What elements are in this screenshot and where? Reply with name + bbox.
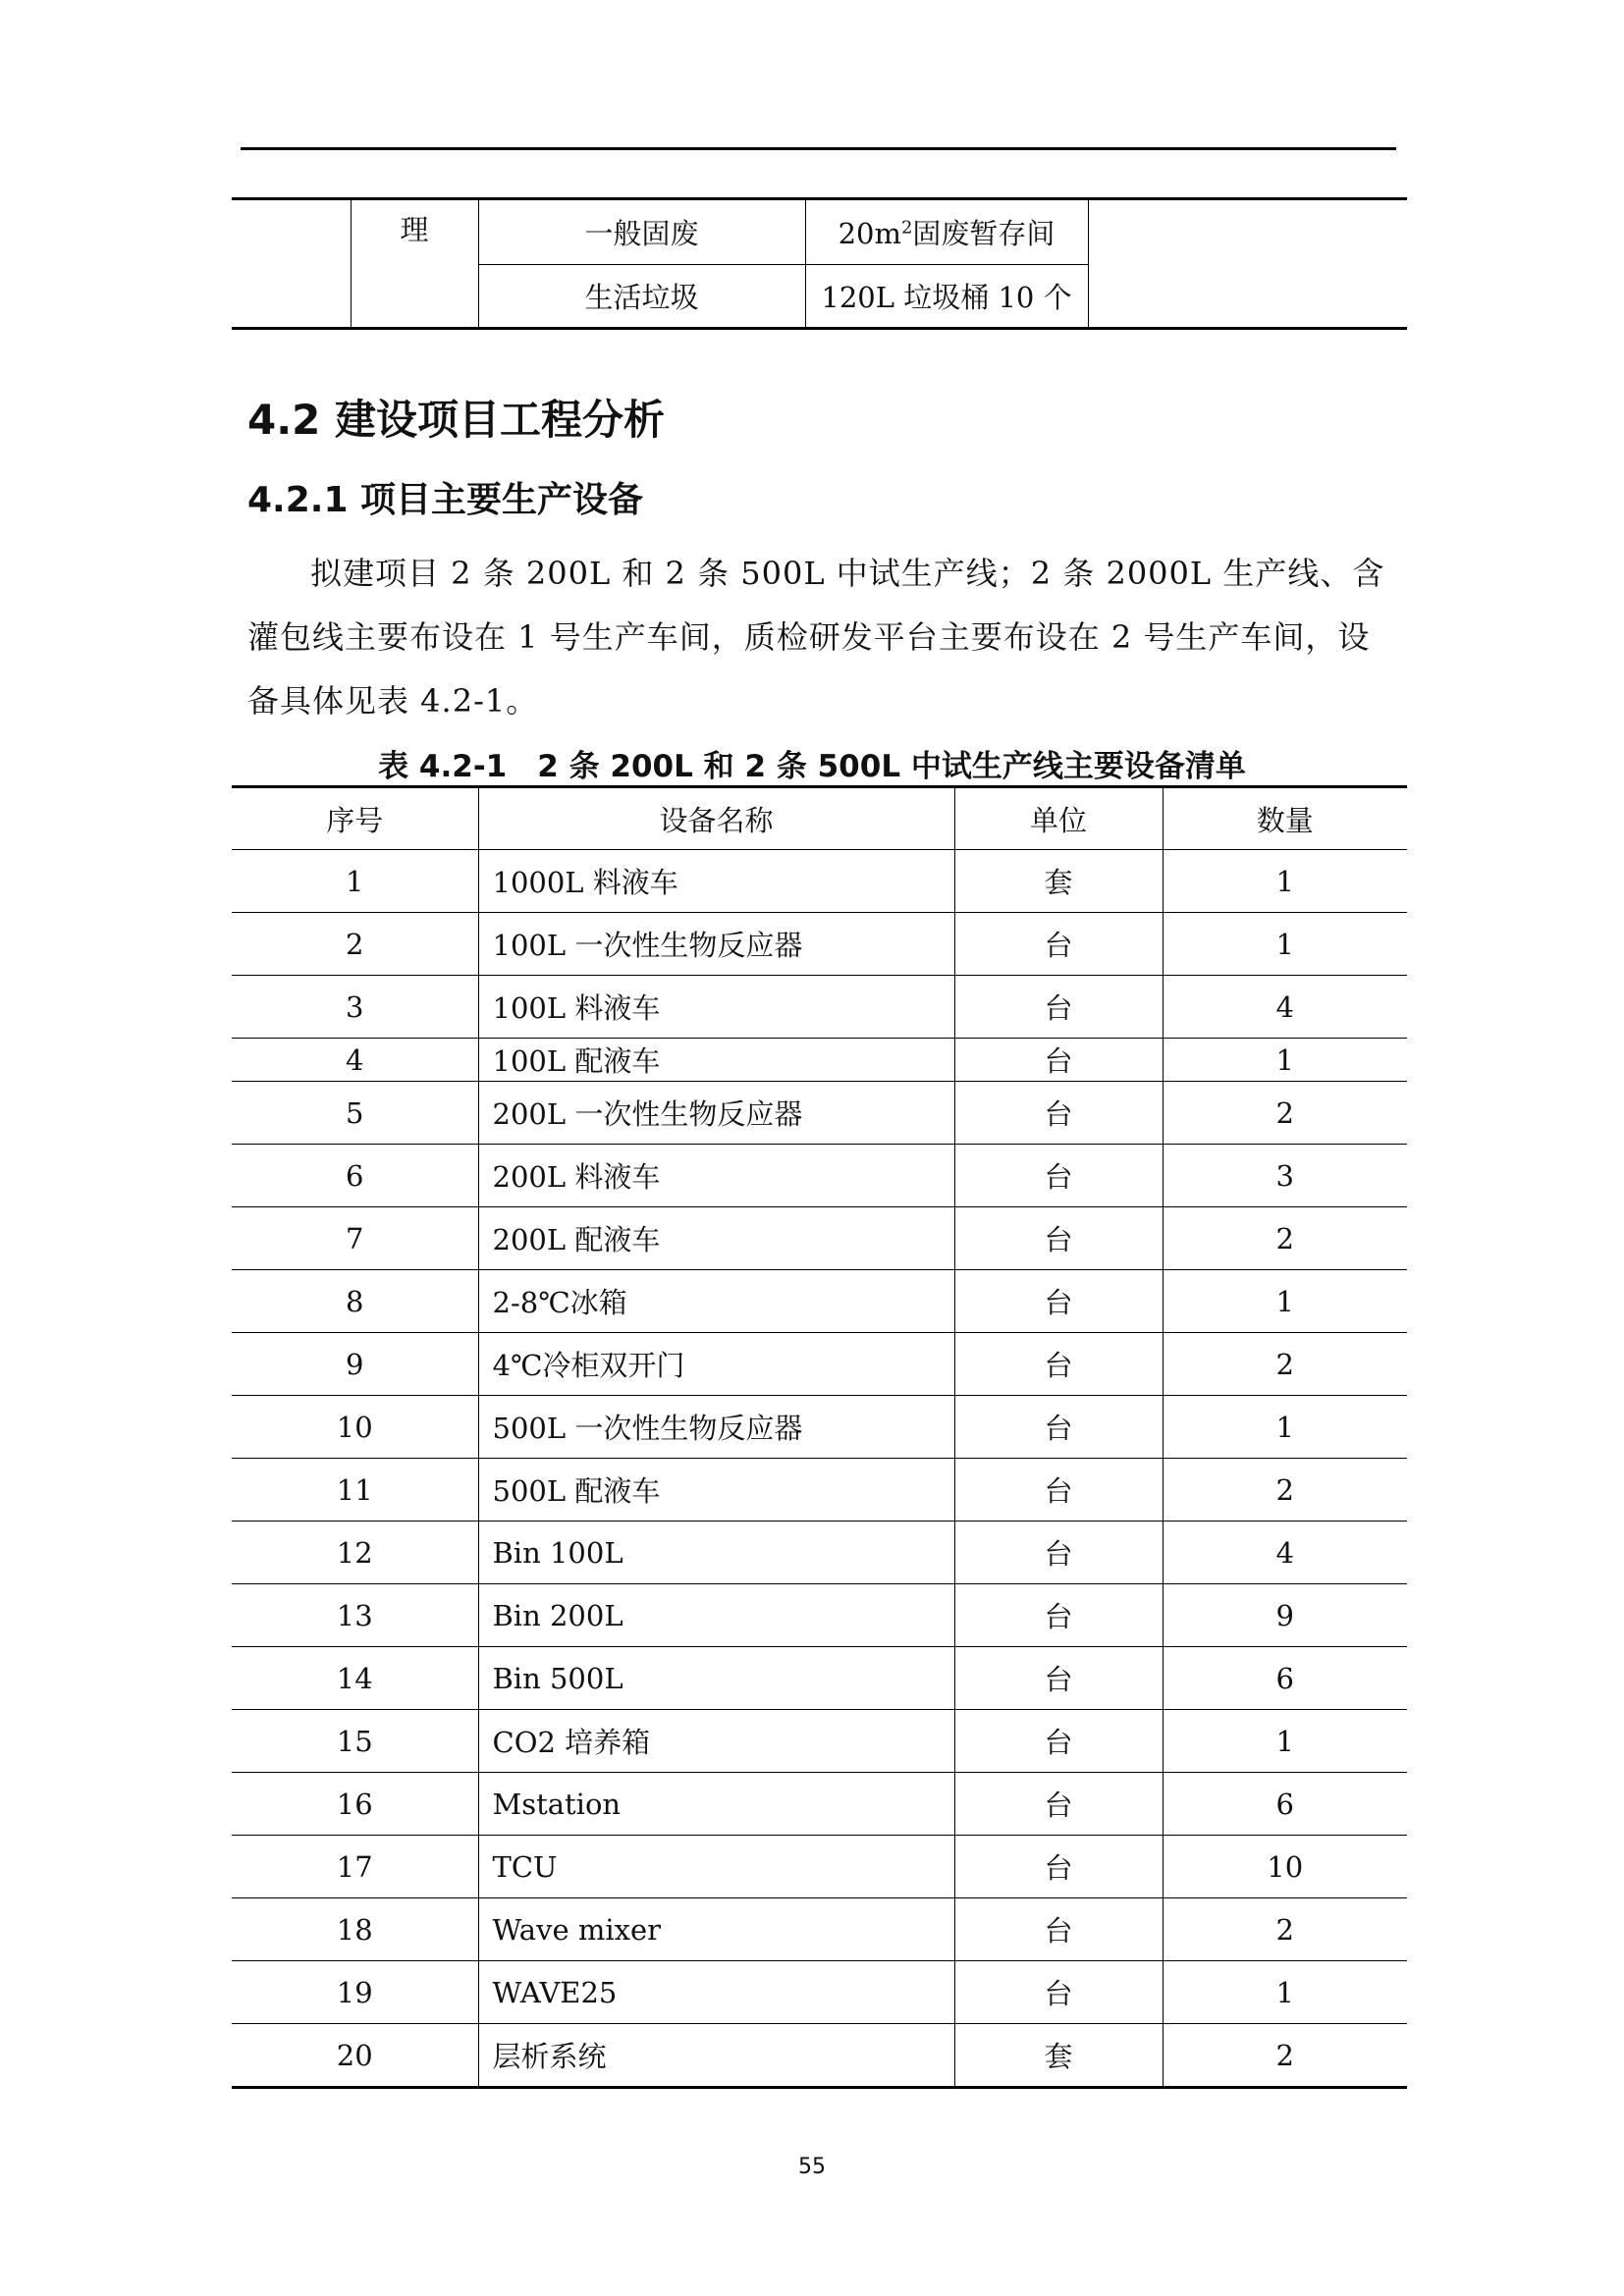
- row-serial: 4: [232, 1039, 478, 1082]
- equipment-name: 200L 一次性生物反应器: [478, 1082, 954, 1145]
- table-row: [232, 2024, 1407, 2088]
- row-serial: 8: [232, 1270, 478, 1333]
- table-caption: 表 4.2-1 2 条 200L 和 2 条 500L 中试生产线主要设备清单: [378, 749, 1246, 784]
- equipment-unit: 台: [954, 1333, 1163, 1396]
- equipment-name: CO2 培养箱: [478, 1710, 954, 1773]
- row-serial: 2: [232, 913, 478, 976]
- equipment-quantity: 2: [1163, 2024, 1407, 2088]
- waste-type-cell: 一般固废: [478, 199, 805, 265]
- equipment-unit: 台: [954, 976, 1163, 1039]
- equipment-unit: 套: [954, 850, 1163, 913]
- table-cell: [1088, 199, 1407, 329]
- equipment-name: Mstation: [478, 1773, 954, 1836]
- table-row: [232, 1333, 1407, 1396]
- header-equipment-name: 设备名称: [478, 787, 954, 850]
- equipment-quantity: 2: [1163, 1333, 1407, 1396]
- header-quantity: 数量: [1163, 787, 1407, 850]
- equipment-unit: 台: [954, 1039, 1163, 1082]
- table-row: [232, 1836, 1407, 1898]
- row-serial: 16: [232, 1773, 478, 1836]
- table-row: [232, 1584, 1407, 1647]
- equipment-name: 4℃冷柜双开门: [478, 1333, 954, 1396]
- header-rule: [241, 147, 1396, 150]
- table-row: [232, 199, 1407, 265]
- row-serial: 9: [232, 1333, 478, 1396]
- row-serial: 7: [232, 1207, 478, 1270]
- table-row: [232, 1207, 1407, 1270]
- table-row: [232, 1396, 1407, 1459]
- row-serial: 20: [232, 2024, 478, 2088]
- equipment-unit: 套: [954, 2024, 1163, 2088]
- equipment-unit: 台: [954, 1270, 1163, 1333]
- category-cell: 理: [351, 199, 478, 329]
- equipment-quantity: 2: [1163, 1082, 1407, 1145]
- equipment-unit: 台: [954, 1710, 1163, 1773]
- equipment-quantity: 1: [1163, 913, 1407, 976]
- body-paragraph: 拟建项目 2 条 200L 和 2 条 500L 中试生产线；2 条 2000L 生产线、含灌包线主要布设在 1 号生产车间，质检研发平台主要布设在 2 号生产车间，设备具体见表 4.2-1。: [247, 555, 1385, 720]
- table-row: [232, 1773, 1407, 1836]
- table-cell: [232, 199, 351, 329]
- equipment-name: Wave mixer: [478, 1898, 954, 1961]
- row-serial: 18: [232, 1898, 478, 1961]
- equipment-name: TCU: [478, 1836, 954, 1898]
- equipment-unit: 台: [954, 1773, 1163, 1836]
- equipment-unit: 台: [954, 1145, 1163, 1207]
- row-serial: 13: [232, 1584, 478, 1647]
- row-serial: 12: [232, 1522, 478, 1584]
- equipment-table: [232, 785, 1407, 2089]
- table-row: [232, 1522, 1407, 1584]
- table-row: [232, 850, 1407, 913]
- equipment-unit: 台: [954, 1459, 1163, 1522]
- equipment-unit: 台: [954, 913, 1163, 976]
- equipment-quantity: 1: [1163, 1396, 1407, 1459]
- row-serial: 14: [232, 1647, 478, 1710]
- equipment-name: 100L 配液车: [478, 1039, 954, 1082]
- table-row: [232, 1647, 1407, 1710]
- continued-waste-table: [232, 197, 1407, 330]
- row-serial: 17: [232, 1836, 478, 1898]
- row-serial: 5: [232, 1082, 478, 1145]
- table-row: [232, 1898, 1407, 1961]
- equipment-quantity: 1: [1163, 1710, 1407, 1773]
- header-serial: 序号: [232, 787, 478, 850]
- equipment-table-body: [232, 850, 1407, 2088]
- table-row: [232, 1459, 1407, 1522]
- page-number: 55: [798, 2155, 826, 2179]
- row-serial: 19: [232, 1961, 478, 2024]
- equipment-name: 200L 料液车: [478, 1145, 954, 1207]
- equipment-quantity: 1: [1163, 1039, 1407, 1082]
- equipment-unit: 台: [954, 1522, 1163, 1584]
- equipment-name: Bin 100L: [478, 1522, 954, 1584]
- table-row: [232, 1961, 1407, 2024]
- equipment-quantity: 6: [1163, 1647, 1407, 1710]
- row-serial: 11: [232, 1459, 478, 1522]
- table-row: [232, 1145, 1407, 1207]
- table-row: [232, 1039, 1407, 1082]
- equipment-name: 100L 一次性生物反应器: [478, 913, 954, 976]
- superscript: 2: [900, 217, 913, 239]
- facility-name-text: 固废暂存间: [912, 217, 1056, 250]
- equipment-quantity: 10: [1163, 1836, 1407, 1898]
- facility-cell: 120L 垃圾桶 10 个: [805, 265, 1088, 329]
- row-serial: 10: [232, 1396, 478, 1459]
- table-header-row: [232, 787, 1407, 850]
- equipment-unit: 台: [954, 1584, 1163, 1647]
- equipment-unit: 台: [954, 1207, 1163, 1270]
- table-row: [232, 976, 1407, 1039]
- equipment-quantity: 4: [1163, 976, 1407, 1039]
- equipment-quantity: 1: [1163, 1961, 1407, 2024]
- equipment-quantity: 1: [1163, 850, 1407, 913]
- equipment-quantity: 9: [1163, 1584, 1407, 1647]
- row-serial: 15: [232, 1710, 478, 1773]
- equipment-quantity: 4: [1163, 1522, 1407, 1584]
- table-row: [232, 1710, 1407, 1773]
- equipment-quantity: 1: [1163, 1270, 1407, 1333]
- equipment-unit: 台: [954, 1961, 1163, 2024]
- waste-type-cell: 生活垃圾: [478, 265, 805, 329]
- row-serial: 3: [232, 976, 478, 1039]
- equipment-quantity: 6: [1163, 1773, 1407, 1836]
- equipment-name: WAVE25: [478, 1961, 954, 2024]
- equipment-name: 2-8℃冰箱: [478, 1270, 954, 1333]
- equipment-unit: 台: [954, 1898, 1163, 1961]
- table-row: [232, 1082, 1407, 1145]
- row-serial: 6: [232, 1145, 478, 1207]
- equipment-quantity: 3: [1163, 1145, 1407, 1207]
- equipment-name: 100L 料液车: [478, 976, 954, 1039]
- equipment-unit: 台: [954, 1647, 1163, 1710]
- header-unit: 单位: [954, 787, 1163, 850]
- equipment-name: Bin 500L: [478, 1647, 954, 1710]
- equipment-unit: 台: [954, 1396, 1163, 1459]
- facility-area-text: 20m: [838, 217, 901, 250]
- equipment-unit: 台: [954, 1082, 1163, 1145]
- equipment-quantity: 2: [1163, 1459, 1407, 1522]
- equipment-unit: 台: [954, 1836, 1163, 1898]
- table-row: [232, 1270, 1407, 1333]
- equipment-name: 500L 一次性生物反应器: [478, 1396, 954, 1459]
- equipment-name: 层析系统: [478, 2024, 954, 2088]
- equipment-name: 500L 配液车: [478, 1459, 954, 1522]
- subsection-heading: 4.2.1 项目主要生产设备: [247, 480, 644, 520]
- equipment-name: 200L 配液车: [478, 1207, 954, 1270]
- equipment-name: 1000L 料液车: [478, 850, 954, 913]
- equipment-quantity: 2: [1163, 1207, 1407, 1270]
- row-serial: 1: [232, 850, 478, 913]
- equipment-name: Bin 200L: [478, 1584, 954, 1647]
- facility-cell: [805, 199, 1088, 265]
- equipment-quantity: 2: [1163, 1898, 1407, 1961]
- table-row: [232, 913, 1407, 976]
- section-heading: 4.2 建设项目工程分析: [247, 396, 666, 444]
